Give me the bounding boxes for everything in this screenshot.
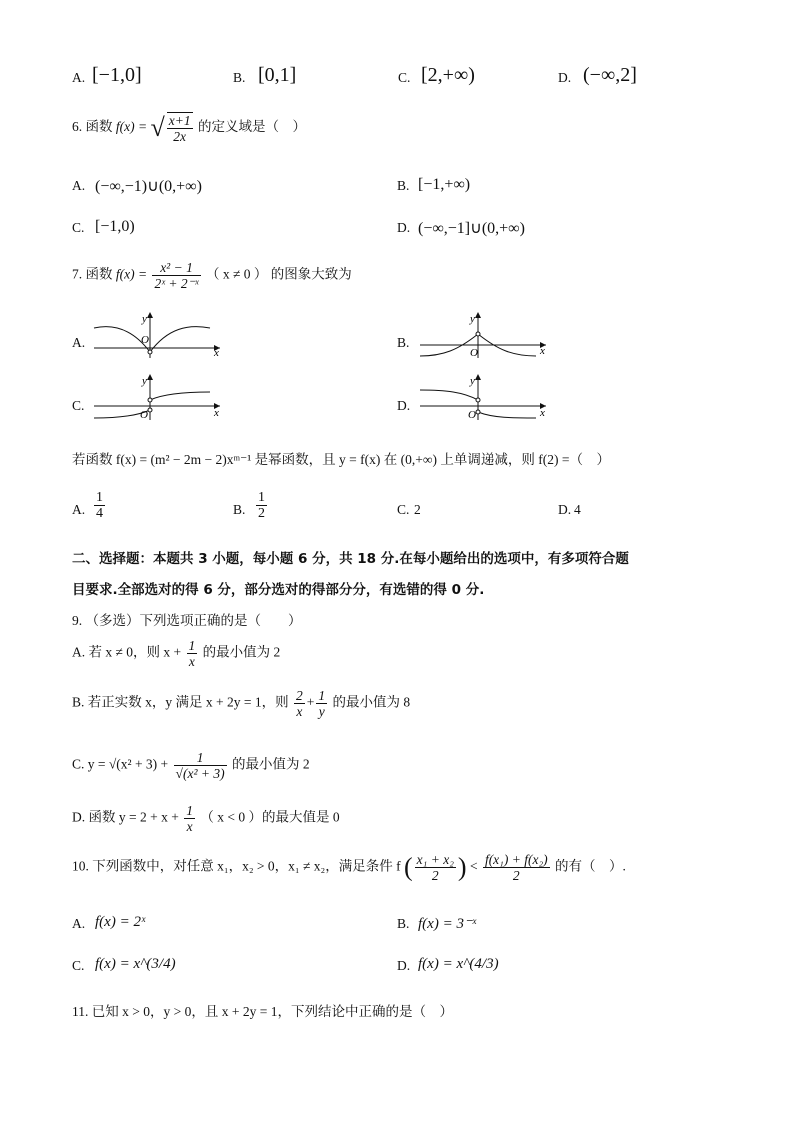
- q9-d-suffix: （ x < 0 ）的最大值是 0: [200, 809, 340, 825]
- q9-d-den: x: [186, 819, 193, 834]
- q5-option-c-value: [2,+∞): [421, 64, 475, 86]
- y-axis-arrow-icon: [147, 374, 153, 380]
- q9-a-fraction: [187, 638, 198, 669]
- q11-stem: 11. 已知 x > 0，y > 0，且 x + 2y = 1，下列结论中正确的是（ ）: [72, 1004, 453, 1019]
- y-label: y: [142, 375, 147, 387]
- q7-graph-d: [418, 372, 550, 422]
- q10-option-b-value: f(x) = 3⁻ˣ: [418, 916, 477, 932]
- q9-stem: 9. （多选）下列选项正确的是（ ）: [72, 613, 302, 628]
- q9-b-suffix: 的最小值为 8: [332, 694, 411, 710]
- q9-c-suffix: 的最小值为 2: [231, 756, 310, 772]
- q8-a-den: 4: [96, 506, 103, 521]
- section-2-line-1: 二、选择题：本题共 3 小题，每小题 6 分，共 18 分.在每小题给出的选项中，有多项符合题: [72, 551, 629, 567]
- q9-option-b: [72, 688, 410, 719]
- x-label: x: [214, 407, 219, 419]
- section-2-line-2: 目要求.全部选对的得 6 分，部分选对的得部分分，有选错的得 0 分.: [72, 582, 485, 598]
- q7-fraction: [152, 260, 200, 291]
- q10-prefix: 10. 下列函数中，对任意 x₁，x₂ > 0，x₁ ≠ x₂，满足条件 f: [72, 858, 401, 874]
- q8-a-num: 1: [96, 490, 103, 505]
- q7-condition: （ x ≠ 0 ）: [205, 266, 268, 282]
- q5-option-b-value: [0,1]: [258, 64, 297, 86]
- q7-denominator: 2ˣ + 2⁻ˣ: [154, 276, 199, 291]
- q7-func: f(x) =: [115, 266, 148, 282]
- q7-option-c-label: C.: [72, 398, 85, 413]
- q6-option-b-label: B.: [397, 178, 410, 193]
- q8-b-num: 1: [258, 490, 265, 505]
- q9-option-d: [72, 803, 340, 834]
- q10-option-c-label: C.: [72, 958, 85, 973]
- q7-stem-suffix: 的图象大致为: [270, 266, 352, 282]
- q9-c-den: √(x² + 3): [175, 766, 225, 781]
- q8-stem: 若函数 f(x) = (m² − 2m − 2)xᵐ⁻¹ 是幂函数，且 y = f(x) 在 (0,+∞) 上单调递减，则 f(2) =（ ）: [72, 452, 610, 467]
- q10-option-d-value: f(x) = x^(4/3): [418, 956, 499, 972]
- q9-a-prefix: A. 若 x ≠ 0，则 x +: [72, 644, 182, 660]
- q6-option-c-value: [−1,0): [95, 218, 135, 235]
- q9-d-num: 1: [186, 803, 193, 818]
- q10-suffix: 的有（ ）.: [555, 858, 626, 874]
- open-point: [476, 398, 480, 402]
- q9-b-plus: +: [306, 694, 315, 710]
- q9-b-fraction-2: [316, 688, 327, 719]
- y-label: y: [142, 313, 147, 325]
- q7-stem: [72, 260, 352, 291]
- curve-d-left: [420, 390, 478, 400]
- q9-b-den1: x: [296, 704, 303, 719]
- paren-close-icon: ): [457, 852, 467, 882]
- q8-option-c-value: 2: [414, 502, 421, 517]
- q10-option-b-label: B.: [397, 916, 410, 931]
- origin-label: O: [141, 334, 149, 346]
- q9-option-a: [72, 638, 280, 669]
- open-point: [476, 332, 480, 336]
- q7-graph-c: [92, 372, 224, 422]
- q5-option-d-label: D.: [558, 70, 572, 85]
- q10-option-a-label: A.: [72, 916, 86, 931]
- q9-c-fraction: [174, 750, 227, 781]
- x-label: x: [214, 347, 219, 359]
- q5-option-c-label: C.: [398, 70, 411, 85]
- q8-b-den: 2: [258, 506, 265, 521]
- q10-num2: f(x₁) + f(x₂): [484, 852, 548, 867]
- q8-option-a-label: A.: [72, 502, 86, 517]
- q7-number: 7.: [72, 266, 83, 282]
- q6-option-a-value: (−∞,−1)∪(0,+∞): [95, 178, 202, 195]
- q6-option-d-value: (−∞,−1]∪(0,+∞): [418, 220, 525, 237]
- q7-stem-prefix: 函数: [85, 266, 113, 282]
- q7-numerator: x² − 1: [152, 260, 200, 276]
- q6-numerator: x+1: [168, 113, 191, 128]
- q9-option-c: [72, 750, 310, 781]
- origin-label: O: [470, 347, 478, 359]
- open-point: [476, 410, 480, 414]
- y-axis-arrow-icon: [475, 374, 481, 380]
- curve-d-right: [478, 412, 536, 418]
- q6-option-d-label: D.: [397, 220, 411, 235]
- curve-c-right: [150, 392, 210, 400]
- q10-option-c-value: f(x) = x^(3/4): [95, 956, 176, 972]
- q10-num1: x₁ + x₂: [416, 852, 454, 867]
- q6-option-a-label: A.: [72, 178, 86, 193]
- y-axis-arrow-icon: [147, 312, 153, 318]
- q9-b-num2: 1: [318, 688, 326, 703]
- x-label: x: [540, 407, 545, 419]
- q9-a-num: 1: [188, 638, 196, 653]
- q9-c-num: 1: [174, 750, 227, 766]
- q10-stem: [72, 852, 626, 883]
- q9-b-prefix: B. 若正实数 x，y 满足 x + 2y = 1，则: [72, 694, 289, 710]
- q7-option-b-label: B.: [397, 335, 410, 350]
- q8-option-a-fraction: [94, 490, 105, 521]
- x-label: x: [540, 345, 545, 357]
- q5-option-d-value: (−∞,2]: [583, 64, 637, 86]
- q6-func: f(x) =: [115, 119, 148, 135]
- q10-den2: 2: [512, 868, 520, 883]
- q6-option-b-value: [−1,+∞): [418, 176, 471, 193]
- q7-option-a-label: A.: [72, 335, 86, 350]
- q10-option-a-value: f(x) = 2ˣ: [95, 914, 146, 930]
- q8-option-d-label: D.: [558, 502, 572, 517]
- y-axis-arrow-icon: [475, 312, 481, 318]
- q8-option-c-label: C.: [397, 502, 410, 517]
- q9-b-fraction-1: [294, 688, 305, 719]
- open-point: [148, 350, 152, 354]
- y-label: y: [470, 313, 475, 325]
- q6-stem-suffix: 的定义域是（ ）: [197, 119, 306, 135]
- q6-stem-prefix: 函数: [85, 119, 113, 135]
- q9-a-den: x: [188, 654, 195, 669]
- q9-b-num1: 2: [295, 688, 303, 703]
- q5-option-a-value: [−1,0]: [92, 64, 142, 86]
- q8-option-d-value: 4: [574, 502, 581, 517]
- open-point: [148, 398, 152, 402]
- q10-lt: <: [469, 858, 478, 874]
- sqrt-symbol-icon: √: [150, 113, 165, 142]
- q6-fraction: [167, 112, 193, 144]
- q6-number: 6.: [72, 119, 83, 135]
- q9-a-suffix: 的最小值为 2: [202, 644, 281, 660]
- y-label: y: [470, 375, 475, 387]
- q5-option-a-label: A.: [72, 70, 86, 85]
- q6-option-c-label: C.: [72, 220, 85, 235]
- q10-option-d-label: D.: [397, 958, 411, 973]
- paren-open-icon: (: [403, 852, 413, 882]
- q9-d-fraction: [184, 803, 195, 834]
- q8-option-b-label: B.: [233, 502, 246, 517]
- origin-label: O: [468, 409, 476, 421]
- q7-graph-a: [92, 310, 224, 360]
- q10-fraction-1: [415, 852, 456, 883]
- origin-label: O: [140, 409, 148, 421]
- q9-d-prefix: D. 函数 y = 2 + x +: [72, 809, 179, 825]
- open-point: [148, 408, 152, 412]
- q10-fraction-2: [483, 852, 550, 883]
- q8-option-b-fraction: [256, 490, 267, 521]
- q7-option-d-label: D.: [397, 398, 411, 413]
- q6-stem: [72, 112, 306, 144]
- q7-graph-b: [418, 310, 550, 360]
- q9-b-den2: y: [318, 704, 325, 719]
- q9-c-prefix: C. y = √(x² + 3) +: [72, 756, 169, 772]
- q10-den1: 2: [431, 868, 439, 883]
- q6-denominator: 2x: [173, 129, 187, 144]
- q5-option-b-label: B.: [233, 70, 246, 85]
